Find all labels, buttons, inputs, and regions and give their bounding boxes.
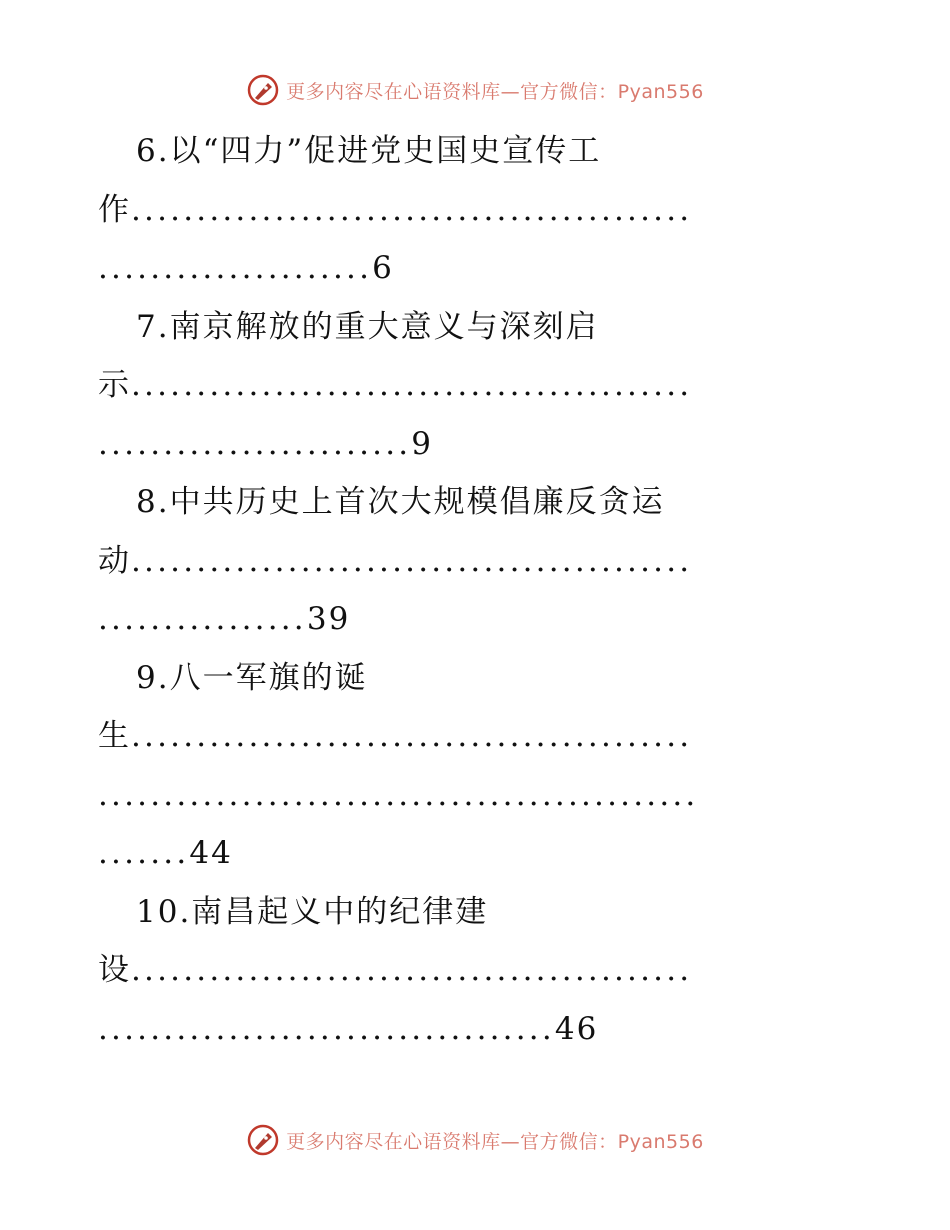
toc-entry-leader (98, 356, 850, 415)
dot-leader: ........................................... (131, 542, 693, 579)
dot-leader: ........................ (98, 425, 412, 462)
toc-entry-title[interactable]: 9.八一军旗的诞 (136, 659, 368, 696)
table-of-contents (98, 122, 850, 1058)
toc-page-number[interactable]: 39 (306, 601, 351, 637)
dot-leader: ................................... (98, 1010, 555, 1047)
toc-entry-title[interactable]: 6.以“四力”促进党史国史宣传工 (136, 133, 602, 169)
toc-entry-title[interactable]: 8.中共历史上首次大规模倡廉反贪运 (136, 484, 665, 520)
toc-entry-page-line (98, 824, 850, 883)
dot-leader: ................ (98, 601, 307, 637)
toc-entry-continuation: 设 (98, 952, 131, 988)
dot-leader: ........................................... (131, 367, 693, 403)
header-banner (0, 70, 950, 110)
dot-leader: ........................................... (131, 191, 693, 228)
dot-leader: .............................................. (98, 776, 699, 813)
toc-entry-leader (98, 532, 850, 591)
toc-entry-continuation: 示 (98, 367, 131, 403)
dot-leader: ....... (98, 835, 190, 871)
toc-page-number[interactable]: 46 (554, 1010, 599, 1047)
pen-nib-logo-icon (246, 1123, 280, 1157)
toc-entry-page-line (98, 1000, 850, 1059)
header-banner-text: 更多内容尽在心语资料库—官方微信：Pyan556 (286, 80, 704, 103)
toc-entry-title[interactable]: 7.南京解放的重大意义与深刻启 (136, 308, 599, 345)
toc-page-number[interactable]: 9 (411, 425, 434, 462)
toc-entry-title[interactable]: 10.南昌起义中的纪律建 (136, 893, 489, 930)
toc-page-number[interactable]: 6 (372, 250, 394, 286)
toc-entry-page-line (98, 415, 850, 474)
toc-entry-continuation: 生 (98, 718, 131, 754)
toc-entry-continuation: 动 (98, 542, 131, 579)
toc-entry-page-line (98, 239, 850, 298)
footer-banner (0, 1120, 950, 1160)
toc-entry-page-line (98, 590, 850, 649)
toc-entry-continuation: 作 (98, 191, 131, 228)
toc-entry-leader (98, 941, 850, 1000)
toc-entry-leader (98, 707, 850, 766)
toc-entry-leader (98, 181, 850, 240)
dot-leader: ..................... (98, 250, 373, 286)
toc-page-number[interactable]: 44 (189, 835, 233, 871)
footer-banner-text: 更多内容尽在心语资料库—官方微信：Pyan556 (286, 1130, 704, 1153)
pen-nib-logo-icon (246, 73, 280, 107)
dot-leader: ........................................... (131, 718, 693, 754)
toc-entry-leader (98, 766, 850, 825)
dot-leader: ........................................... (131, 952, 693, 988)
